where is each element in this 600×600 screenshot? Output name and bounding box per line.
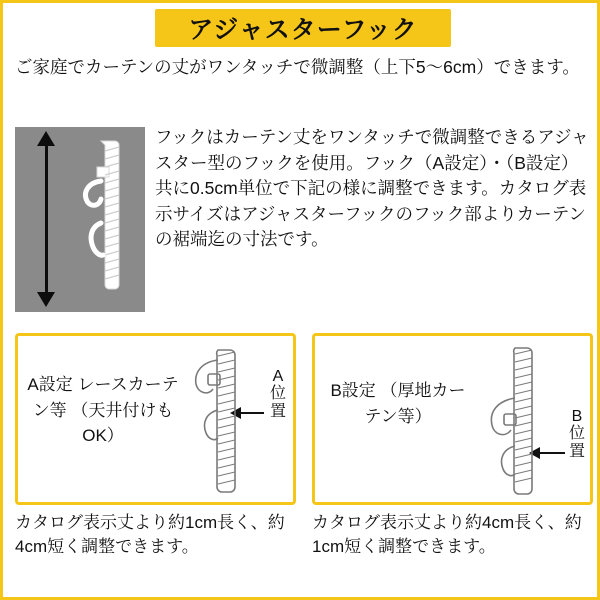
arrow-up-head-icon <box>37 131 55 146</box>
panel-a-position-char-1: A <box>272 368 284 385</box>
settings-panels <box>15 333 593 505</box>
panel-a-note: カタログ表示丈より約1cm長く、約4cm短く調整できます。 <box>15 513 285 557</box>
page-title-banner <box>155 9 451 47</box>
hook-photo <box>15 127 145 312</box>
panel-b-position-label <box>567 408 587 460</box>
photo-description-section <box>15 127 593 317</box>
panel-a-label: A設定 レースカーテン等 （天井付けもOK） <box>27 375 179 445</box>
panel-b-label: B設定 （厚地カーテン等） <box>330 381 466 426</box>
panel-notes <box>15 511 593 559</box>
arrow-shaft-icon <box>45 145 48 293</box>
panel-b-note: カタログ表示丈より約4cm長く、約1cm短く調整できます。 <box>312 513 582 557</box>
panel-a-position-char-2: 位 <box>269 385 286 403</box>
arrow-down-head-icon <box>37 292 55 307</box>
panel-a-hook-icon <box>184 344 248 500</box>
panel-b-position-char-1: B <box>571 408 583 425</box>
panel-a-position-label <box>268 368 288 420</box>
panel-b-hook-icon <box>475 342 545 502</box>
panel-setting-a <box>15 333 296 505</box>
page-title: アジャスターフック <box>188 16 418 44</box>
description-text: フックはカーテン丈をワンタッチで微調整できるアジャスター型のフックを使用。フック（A設定）・（B設定）共に0.5cm単位で下記の様に調整できます。カタログ表示サイズはアジャスターフックのフック部よりカーテンの裾端迄の寸法です。 <box>155 127 589 250</box>
panel-b-position-char-3: 置 <box>568 442 585 460</box>
adjuster-hook-icon <box>71 137 131 302</box>
panel-b-position-char-2: 位 <box>568 425 585 443</box>
panel-a-position-char-3: 置 <box>269 402 286 420</box>
panel-setting-b <box>312 333 593 505</box>
intro-text: ご家庭でカーテンの丈がワンタッチで微調整（上下5〜6cm）できます。 <box>15 57 580 77</box>
